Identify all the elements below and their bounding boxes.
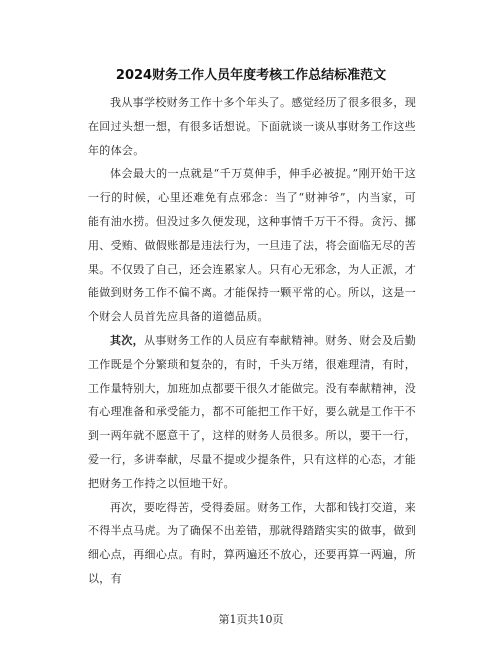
paragraph-4-text: 再次，要吃得苦，受得委屈。财务工作，大都和钱打交道，来不得半点马虎。为了确保不出差错，那就得踏踏实实的做事，做到细心点，再细心点。有时，算两遍还不放心，还要再算一两遍，所以，有 — [88, 500, 416, 585]
document-body — [88, 91, 416, 591]
paragraph-2 — [88, 162, 416, 329]
paragraph-3-text: 从事财务工作的人员应有奉献精神。财务、财会及后勤工作既是个分繁琐和复杂的，有时，千头万绪，很难理清，有时，工作量特别大，加班加点都要干很久才能做完。没有奉献精神，没有心理准备和承受能力，都不可能把工作干好，要么就是工作干不到一两年就不愿意干了，这样的财务人员很多。所以，要干一行，爱一行，多讲奉献，尽量不提或少提条件，只有这样的心态，才能把财务工作持之以恒地干好。 — [88, 333, 417, 490]
paragraph-1 — [88, 91, 416, 162]
paragraph-2-text: 体会最大的一点就是“千万莫伸手，伸手必被捉。”刚开始干这一行的时候，心里还难免有点邪念：当了“财神爷”，内当家，可能有油水捞。但没过多久便发现，这种事情千万干不得。贪污、挪用、受贿、做假账都是违法行为，一旦违了法，将会面临无尽的苦果。不仅毁了自己，还会连累家人。只有心无邪念，为人正派，才能做到财务工作不偏不离。才能保持一颗平常的心。所以，这是一个财会人员首先应具备的道德品质。 — [88, 167, 416, 324]
document-title: 2024财务工作人员年度考核工作总结标准范文 — [115, 68, 387, 83]
paragraph-1-text: 我从事学校财务工作十多个年头了。感觉经历了很多很多，现在回过头想一想，有很多话想说。下面就谈一谈从事财务工作这些年的体会。 — [88, 96, 416, 157]
page-number-footer: 第1页共10页 — [218, 613, 284, 626]
paragraph-4 — [88, 496, 416, 591]
paragraph-3-lead: 其次， — [110, 333, 145, 347]
paragraph-3 — [88, 329, 416, 496]
